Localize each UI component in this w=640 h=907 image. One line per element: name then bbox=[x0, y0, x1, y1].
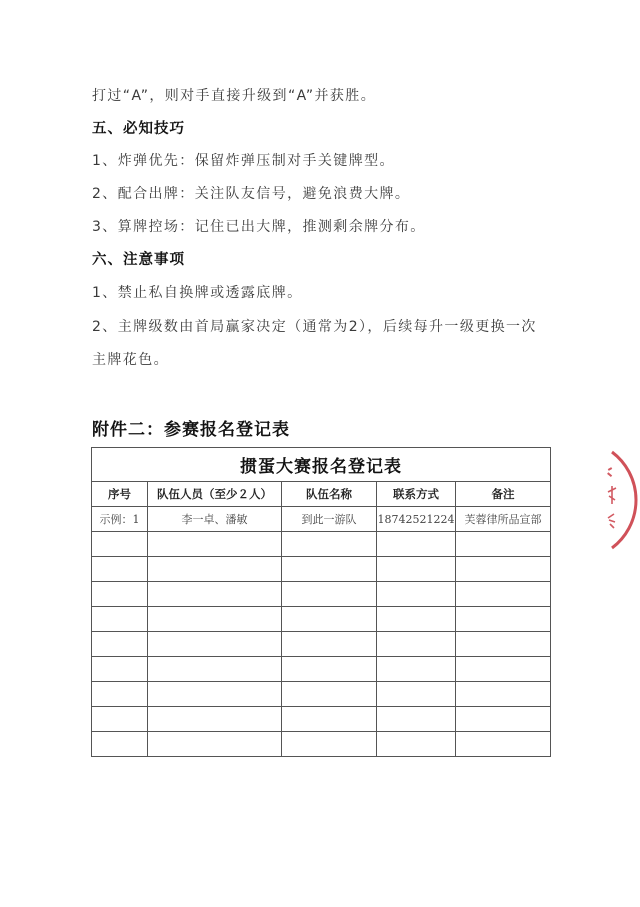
annex-title: 附件二：参赛报名登记表 bbox=[92, 420, 290, 440]
table-row-blank bbox=[92, 732, 551, 757]
note-item: 2、主牌级数由首局赢家决定（通常为2），后续每升一级更换一次 bbox=[92, 319, 537, 335]
cell-serial bbox=[92, 682, 148, 707]
cell-contact bbox=[377, 582, 456, 607]
table-row-blank bbox=[92, 632, 551, 657]
cell-remarks bbox=[456, 557, 551, 582]
cell-remarks bbox=[456, 607, 551, 632]
cell-members bbox=[148, 657, 282, 682]
cell-team-name bbox=[282, 682, 377, 707]
note-item-continuation: 主牌花色。 bbox=[92, 352, 169, 368]
table-title-row bbox=[92, 448, 551, 482]
cell-serial bbox=[92, 557, 148, 582]
table-header-row bbox=[92, 482, 551, 507]
tip-item: 3、算牌控场：记住已出大牌，推测剩余牌分布。 bbox=[92, 219, 426, 235]
header-serial: 序号 bbox=[92, 482, 148, 507]
cell-team-name bbox=[282, 732, 377, 757]
cell-members: 李一卓、潘敏 bbox=[148, 507, 282, 532]
cell-members bbox=[148, 632, 282, 657]
table-row-blank bbox=[92, 532, 551, 557]
cell-contact bbox=[377, 682, 456, 707]
section-heading-notes: 六、注意事项 bbox=[92, 252, 185, 268]
cell-serial bbox=[92, 607, 148, 632]
cell-members bbox=[148, 582, 282, 607]
table-row-example bbox=[92, 507, 551, 532]
cell-serial: 示例：1 bbox=[92, 507, 148, 532]
cell-members bbox=[148, 532, 282, 557]
cell-remarks bbox=[456, 732, 551, 757]
header-remarks: 备注 bbox=[456, 482, 551, 507]
cell-serial bbox=[92, 707, 148, 732]
header-team-name: 队伍名称 bbox=[282, 482, 377, 507]
cell-team-name bbox=[282, 557, 377, 582]
cell-serial bbox=[92, 532, 148, 557]
table-row-blank bbox=[92, 557, 551, 582]
cell-team-name bbox=[282, 582, 377, 607]
cell-members bbox=[148, 682, 282, 707]
table-row-blank bbox=[92, 607, 551, 632]
cell-team-name bbox=[282, 632, 377, 657]
cell-remarks bbox=[456, 707, 551, 732]
table-row-blank bbox=[92, 657, 551, 682]
cell-serial bbox=[92, 582, 148, 607]
cell-remarks bbox=[456, 532, 551, 557]
cell-team-name bbox=[282, 657, 377, 682]
cell-team-name: 到此一游队 bbox=[282, 507, 377, 532]
cell-team-name bbox=[282, 532, 377, 557]
tip-item: 2、配合出牌：关注队友信号，避免浪费大牌。 bbox=[92, 186, 411, 202]
cell-remarks bbox=[456, 582, 551, 607]
cell-serial bbox=[92, 632, 148, 657]
header-members: 队伍人员（至少２人） bbox=[148, 482, 282, 507]
cell-members bbox=[148, 707, 282, 732]
cell-contact bbox=[377, 557, 456, 582]
registration-table bbox=[91, 447, 551, 757]
cell-members bbox=[148, 557, 282, 582]
table-row-blank bbox=[92, 582, 551, 607]
cell-remarks bbox=[456, 657, 551, 682]
tip-item: 1、炸弹优先：保留炸弹压制对手关键牌型。 bbox=[92, 153, 395, 169]
cell-remarks: 芙蓉律所品宣部 bbox=[456, 507, 551, 532]
note-item: 1、禁止私自换牌或透露底牌。 bbox=[92, 285, 303, 301]
cell-contact bbox=[377, 532, 456, 557]
cell-serial bbox=[92, 657, 148, 682]
cell-serial bbox=[92, 732, 148, 757]
cell-members bbox=[148, 607, 282, 632]
cell-contact bbox=[377, 707, 456, 732]
cell-contact: 18742521224 bbox=[377, 507, 456, 532]
cell-members bbox=[148, 732, 282, 757]
cell-contact bbox=[377, 732, 456, 757]
cell-contact bbox=[377, 632, 456, 657]
cell-contact bbox=[377, 607, 456, 632]
paragraph-continuation: 打过“A”，则对手直接升级到“A”并获胜。 bbox=[92, 88, 377, 104]
header-contact: 联系方式 bbox=[377, 482, 456, 507]
red-seal-stamp bbox=[600, 448, 640, 552]
table-row-blank bbox=[92, 707, 551, 732]
table-row-blank bbox=[92, 682, 551, 707]
cell-team-name bbox=[282, 707, 377, 732]
section-heading-tips: 五、必知技巧 bbox=[92, 121, 185, 137]
cell-remarks bbox=[456, 682, 551, 707]
cell-remarks bbox=[456, 632, 551, 657]
cell-contact bbox=[377, 657, 456, 682]
table-title: 掼蛋大赛报名登记表 bbox=[92, 448, 551, 482]
cell-team-name bbox=[282, 607, 377, 632]
